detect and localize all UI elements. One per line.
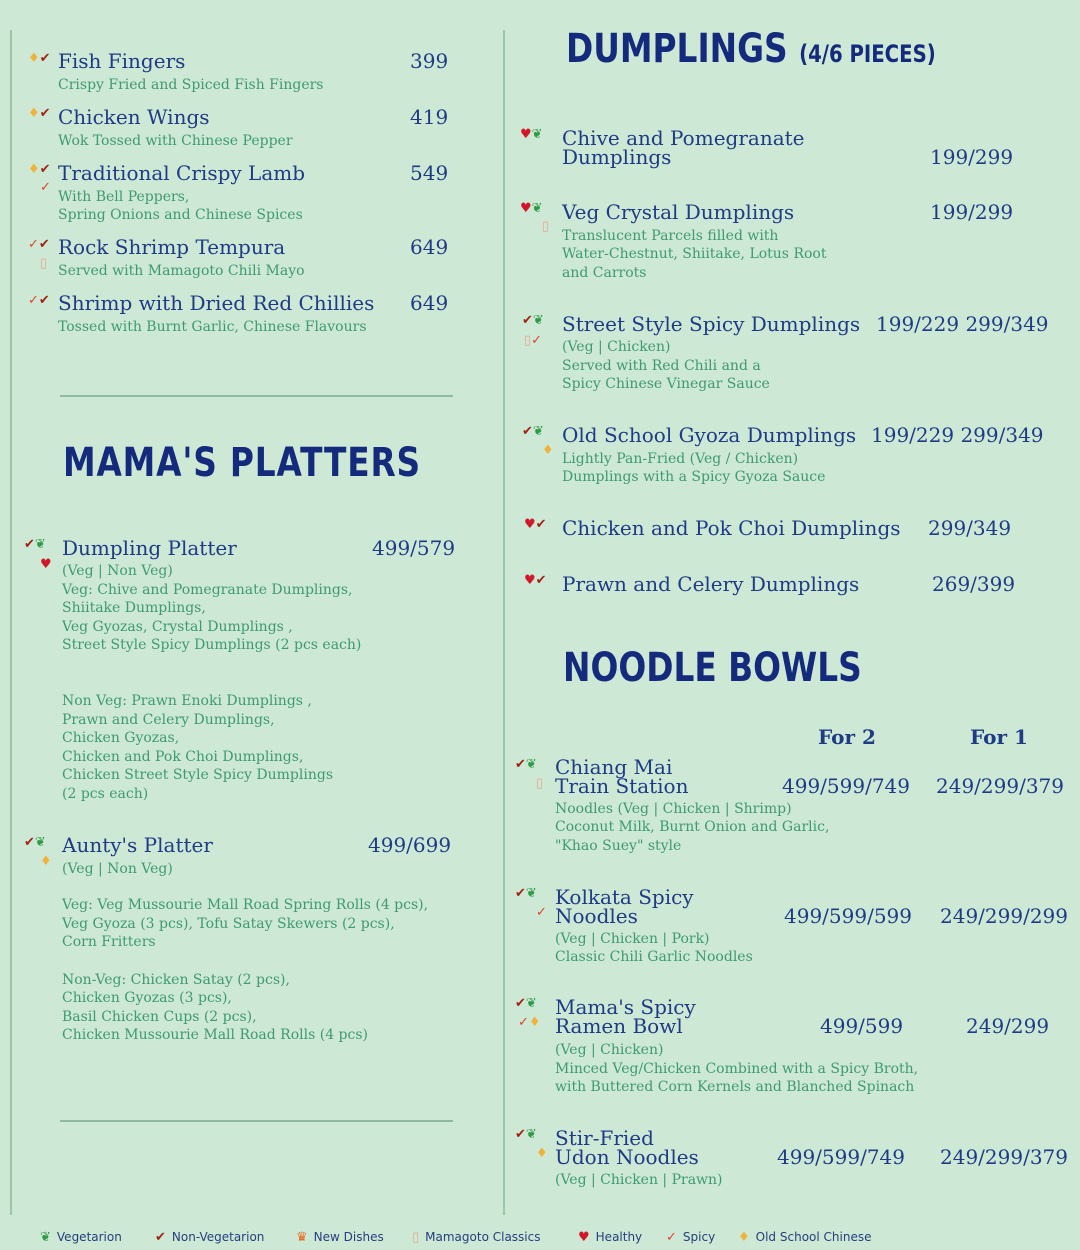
menu-item-name: Street Style Spicy Dumplings	[562, 312, 861, 336]
classic-icon: ▯	[40, 256, 48, 271]
menu-item-price-for-2: 499/599	[820, 1014, 904, 1038]
menu-item-desc: Crispy Fried and Spiced Fish Fingers	[58, 77, 324, 93]
chili-icon: ✓♦	[518, 1015, 541, 1030]
menu-item-desc: Served with Mamagoto Chili Mayo	[58, 263, 305, 279]
heart-icon: ♥	[40, 557, 52, 572]
menu-item-price: 419	[410, 105, 449, 129]
menu-item-price: 269/399	[932, 572, 1016, 596]
school-icon: ♦	[738, 1230, 750, 1245]
menu-item-price: 199/299	[930, 200, 1014, 224]
menu-item-name: Rock Shrimp Tempura	[58, 235, 286, 259]
school-icon: ♦	[542, 443, 554, 458]
menu-item-price-for-1: 249/299	[966, 1014, 1050, 1038]
menu-item-desc: Non-Veg: Chicken Satay (2 pcs),	[62, 972, 290, 988]
legend-spicy	[666, 1230, 715, 1245]
menu-item-price: 499/579	[372, 536, 456, 560]
legend-vegetarian	[40, 1230, 122, 1245]
menu-item-name: Mama's Spicy	[555, 995, 696, 1019]
classic-icon: ▯	[412, 1230, 420, 1245]
menu-item-name: Chicken Wings	[58, 105, 210, 129]
menu-item-price-for-2: 499/599/749	[777, 1145, 905, 1169]
heart-icon: ♥	[578, 1230, 590, 1245]
menu-item-name: Udon Noodles	[555, 1145, 699, 1169]
menu-item-desc: (Veg | Chicken)	[555, 1042, 664, 1058]
column-header-for-1: For 1	[970, 725, 1028, 749]
dumplings-subtitle: (4/6 PIECES)	[799, 40, 936, 68]
menu-item-desc: Served with Red Chili and a	[562, 358, 761, 374]
platters-heading: MAMA'S PLATTERS	[63, 440, 422, 486]
menu-item-desc: and Carrots	[562, 265, 647, 281]
noodles-heading: NOODLE BOWLS	[563, 645, 862, 691]
drumstick-icon: ✔❦	[522, 424, 544, 439]
menu-item-desc: Veg Gyozas, Crystal Dumplings ,	[62, 619, 293, 635]
menu-item-price: 649	[410, 235, 449, 259]
legend-mamagoto-classics	[412, 1230, 540, 1245]
school-icon: ♦	[536, 1146, 548, 1161]
legend-label: New Dishes	[313, 1230, 384, 1244]
school-icon: ♦✔	[28, 51, 51, 66]
heart-icon: ♥✔	[524, 573, 547, 588]
menu-item-price: 199/229 299/349	[871, 423, 1044, 447]
left-border-line	[10, 30, 12, 1215]
menu-item-desc: Basil Chicken Cups (2 pcs),	[62, 1009, 257, 1025]
menu-item-desc: Chicken Gyozas (3 pcs),	[62, 990, 232, 1006]
menu-item-name: Shrimp with Dried Red Chillies	[58, 291, 375, 315]
legend-healthy	[578, 1230, 642, 1245]
heart-icon: ♥❦	[520, 127, 543, 142]
menu-item-desc: Spicy Chinese Vinegar Sauce	[562, 376, 770, 392]
menu-item-desc: (2 pcs each)	[62, 786, 149, 802]
menu-item-desc: Spring Onions and Chinese Spices	[58, 207, 303, 223]
menu-item-name: Kolkata Spicy	[555, 885, 694, 909]
menu-item-name: Dumpling Platter	[62, 536, 237, 560]
section-divider-1	[60, 395, 453, 397]
menu-item-name: Fish Fingers	[58, 49, 186, 73]
legend-label: Mamagoto Classics	[425, 1230, 541, 1244]
menu-item-desc: Minced Veg/Chicken Combined with a Spicy Broth,	[555, 1061, 919, 1077]
drumstick-icon: ✔	[155, 1230, 166, 1245]
menu-item-price-for-1: 249/299/379	[940, 1145, 1068, 1169]
heart-icon: ♥✔	[524, 517, 547, 532]
chili-icon: ✓	[536, 905, 547, 920]
chili-icon: ✓	[40, 180, 51, 195]
menu-item-desc: (Veg | Chicken | Pork)	[555, 931, 710, 947]
drumstick-icon: ✔❦	[515, 996, 537, 1011]
menu-item-desc: Chicken and Pok Choi Dumplings,	[62, 749, 304, 765]
legend-label: Spicy	[682, 1230, 716, 1244]
classic-icon: ▯	[536, 776, 544, 791]
heart-icon: ♥❦	[520, 201, 543, 216]
menu-item-desc: Non Veg: Prawn Enoki Dumplings ,	[62, 693, 312, 709]
menu-item-desc: Veg Gyoza (3 pcs), Tofu Satay Skewers (2 pcs),	[62, 916, 395, 932]
menu-item-desc: "Khao Suey" style	[555, 838, 682, 854]
menu-item-desc: Prawn and Celery Dumplings,	[62, 712, 275, 728]
drumstick-icon: ✔❦	[522, 313, 544, 328]
menu-item-desc: (Veg | Non Veg)	[62, 563, 173, 579]
drumstick-icon: ✔❦	[515, 886, 537, 901]
menu-item-desc: Shiitake Dumplings,	[62, 600, 206, 616]
section-divider-2	[60, 1120, 453, 1122]
menu-item-desc: Chicken Street Style Spicy Dumplings	[62, 767, 334, 783]
crown-icon: ♛	[296, 1230, 308, 1245]
menu-item-name: Traditional Crispy Lamb	[58, 161, 306, 185]
legend-bar	[0, 1226, 1080, 1250]
menu-item-desc: Chicken Gyozas,	[62, 730, 180, 746]
menu-item-desc: Water-Chestnut, Shiitake, Lotus Root	[562, 246, 827, 262]
menu-item-desc: Street Style Spicy Dumplings (2 pcs each)	[62, 637, 362, 653]
menu-item-desc: Classic Chili Garlic Noodles	[555, 949, 753, 965]
school-icon: ♦✔	[28, 162, 51, 177]
menu-item-name: Chive and Pomegranate	[562, 126, 805, 150]
chili-icon: ✓	[666, 1230, 677, 1245]
classic-icon: ▯	[542, 219, 550, 234]
menu-item-desc: Noodles (Veg | Chicken | Shrimp)	[555, 801, 792, 817]
menu-item-desc: with Buttered Corn Kernels and Blanched Spinach	[555, 1079, 915, 1095]
menu-item-desc: (Veg | Chicken)	[562, 339, 671, 355]
menu-item-name: Dumplings	[562, 145, 672, 169]
menu-item-desc: Veg: Veg Mussourie Mall Road Spring Rolls (4 pcs),	[62, 897, 429, 913]
drumstick-icon: ✔❦	[24, 537, 46, 552]
legend-label: Non-Vegetarion	[171, 1230, 265, 1244]
drumstick-icon: ✔❦	[515, 1127, 537, 1142]
menu-item-price: 299/349	[928, 516, 1012, 540]
menu-item-price: 399	[410, 49, 449, 73]
menu-item-price: 199/229 299/349	[876, 312, 1049, 336]
menu-item-desc: Coconut Milk, Burnt Onion and Garlic,	[555, 819, 830, 835]
dumplings-heading	[566, 26, 936, 72]
menu-item-price: 649	[410, 291, 449, 315]
school-icon: ♦✔	[28, 106, 51, 121]
menu-item-name: Veg Crystal Dumplings	[562, 200, 795, 224]
menu-item-name: Chiang Mai	[555, 755, 673, 779]
menu-item-desc: Chicken Mussourie Mall Road Rolls (4 pcs)	[62, 1027, 368, 1043]
legend-new-dishes	[296, 1230, 384, 1245]
drumstick-icon: ✔❦	[24, 835, 46, 850]
menu-item-name: Ramen Bowl	[555, 1014, 683, 1038]
legend-non-vegetarian	[155, 1230, 264, 1245]
menu-item-price-for-1: 249/299/299	[940, 904, 1068, 928]
menu-item-desc: Dumplings with a Spicy Gyoza Sauce	[562, 469, 826, 485]
menu-item-name: Chicken and Pok Choi Dumplings	[562, 516, 901, 540]
drumstick-icon: ✔❦	[515, 757, 537, 772]
menu-item-desc: Corn Fritters	[62, 934, 156, 950]
menu-item-name: Old School Gyoza Dumplings	[562, 423, 857, 447]
legend-label: Old School Chinese	[755, 1230, 872, 1244]
menu-item-name: Aunty's Platter	[62, 833, 213, 857]
menu-item-price-for-2: 499/599/749	[782, 774, 910, 798]
menu-item-name: Noodles	[555, 904, 638, 928]
column-divider	[503, 30, 505, 1215]
menu-item-price: 499/699	[368, 833, 452, 857]
menu-item-name: Prawn and Celery Dumplings	[562, 572, 860, 596]
menu-item-desc: (Veg | Non Veg)	[62, 861, 173, 877]
legend-label: Vegetarion	[56, 1230, 122, 1244]
menu-item-price-for-1: 249/299/379	[936, 774, 1064, 798]
column-header-for-2: For 2	[818, 725, 876, 749]
menu-item-desc: (Veg | Chicken | Prawn)	[555, 1172, 723, 1188]
menu-item-desc: Veg: Chive and Pomegranate Dumplings,	[62, 582, 353, 598]
dumplings-title: DUMPLINGS	[566, 26, 788, 72]
menu-item-desc: With Bell Peppers,	[58, 189, 190, 205]
legend-old-school-chinese	[738, 1230, 871, 1245]
menu-item-desc: Lightly Pan-Fried (Veg / Chicken)	[562, 451, 799, 467]
menu-item-price-for-2: 499/599/599	[784, 904, 912, 928]
school-icon: ♦	[40, 854, 52, 869]
chili-icon: ▯✓	[524, 333, 543, 348]
legend-label: Healthy	[595, 1230, 643, 1244]
menu-item-price: 549	[410, 161, 449, 185]
chili-icon: ✓✔	[28, 293, 50, 308]
menu-item-desc: Wok Tossed with Chinese Pepper	[58, 133, 293, 149]
menu-item-name: Train Station	[555, 774, 689, 798]
leaf-icon: ❦	[40, 1230, 51, 1245]
chili-icon: ✓✔	[28, 237, 50, 252]
menu-item-price: 199/299	[930, 145, 1014, 169]
menu-item-desc: Tossed with Burnt Garlic, Chinese Flavours	[58, 319, 367, 335]
menu-item-name: Stir-Fried	[555, 1126, 654, 1150]
menu-item-desc: Translucent Parcels filled with	[562, 228, 779, 244]
